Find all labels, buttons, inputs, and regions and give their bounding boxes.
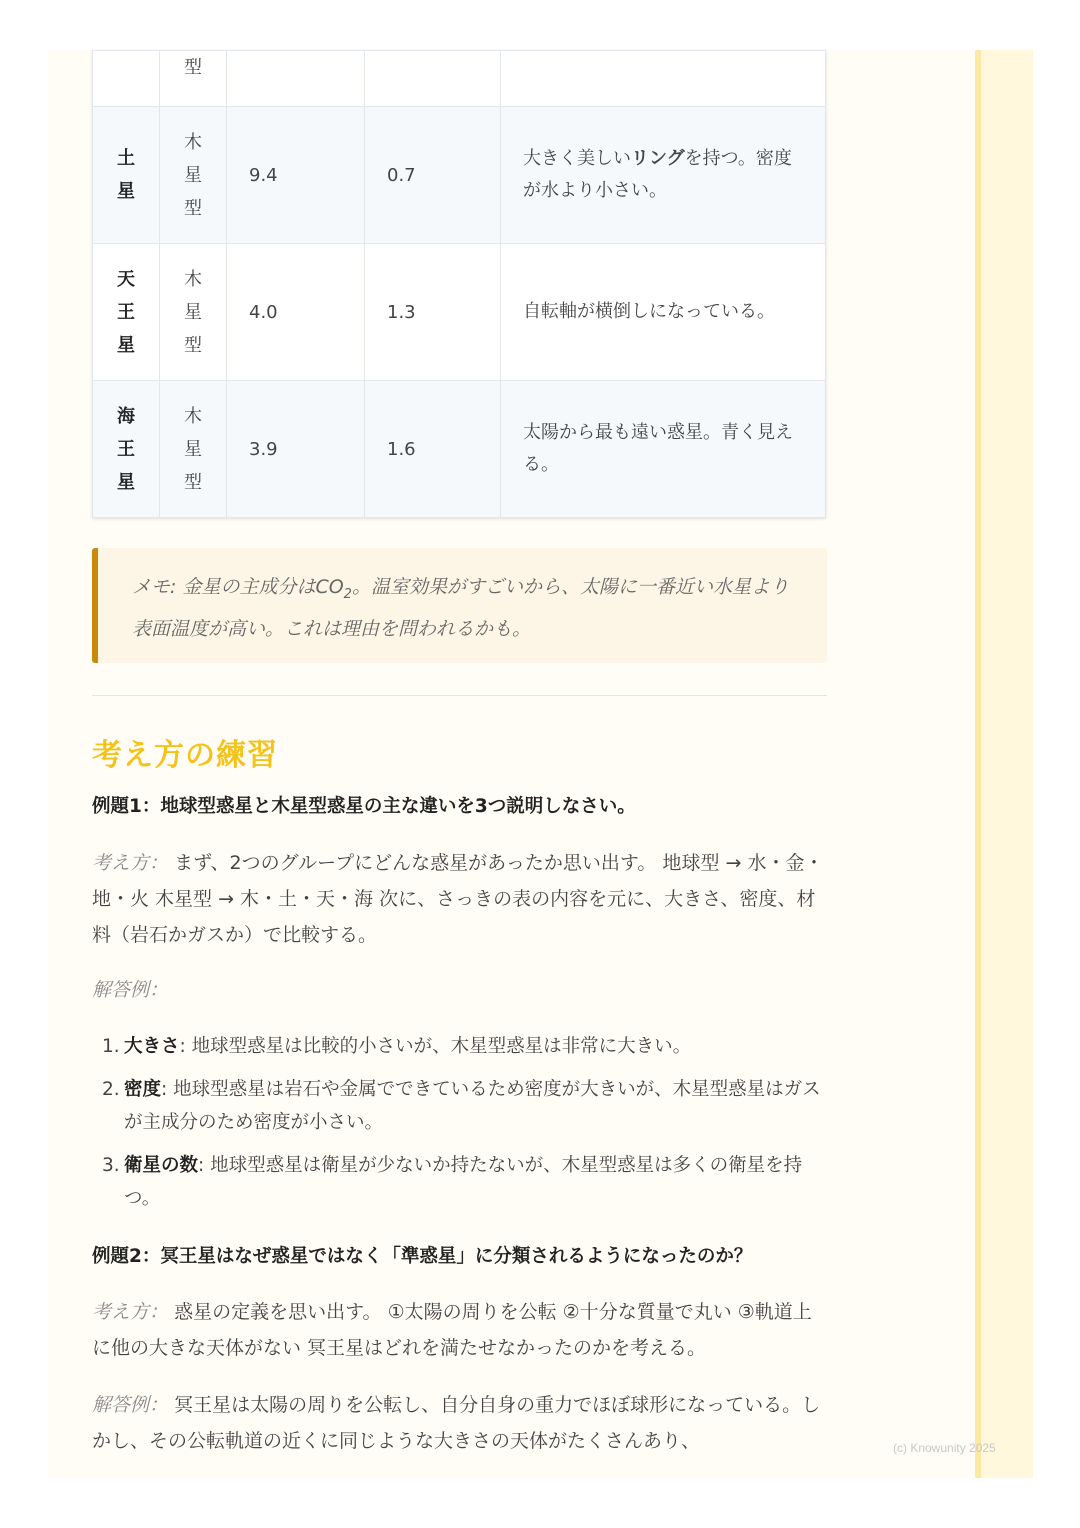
planet-value-2: 1.3 xyxy=(365,244,501,381)
list-item: 1. 大きさ: 地球型惑星は比較的小さいが、木星型惑星は非常に大きい。 xyxy=(102,1036,692,1057)
planet-name: 天王星 xyxy=(117,268,135,356)
planet-value-1: 3.9 xyxy=(227,381,365,518)
planet-table xyxy=(92,50,826,518)
memo-callout: メモ: 金星の主成分は$CO_2$。温室効果がすごいから、太陽に一番近い水星より表面温度が高い。これは理由を問われるかも。 xyxy=(92,548,827,663)
copyright-text: (c) Knowunity 2025 xyxy=(893,1441,996,1455)
planet-note: 自転軸が横倒しになっている。 xyxy=(501,244,826,381)
section-title: 考え方の練習 xyxy=(92,738,278,773)
document-content xyxy=(92,50,827,1452)
question-1-title: 例題1：地球型惑星と木星型惑星の主な違いを3つ説明しなさい。 xyxy=(92,796,636,817)
planet-name: 土星 xyxy=(117,148,135,202)
side-margin-panel xyxy=(975,50,1033,1478)
table-row xyxy=(93,381,826,518)
section-divider xyxy=(92,695,827,696)
question-2-title: 例題2：冥王星はなぜ惑星ではなく「準惑星」に分類されるようになったのか？ xyxy=(92,1246,753,1267)
planet-value-2: 0.7 xyxy=(365,107,501,244)
question-2-thinking: 考え方： 惑星の定義を思い出す。 ①太陽の周りを公転 ②十分な質量で丸い ③軌道上に他の大きな天体がない 冥王星はどれを満たせなかったのかを考える。 xyxy=(92,1301,812,1359)
answer-list xyxy=(92,1030,827,1225)
planet-value-1: 4.0 xyxy=(227,244,365,381)
question-1-thinking: 考え方： まず、2つのグループにどんな惑星があったか思い出す。 地球型 → 水・金・地・火 木星型 → 木・土・天・海 次に、さっきの表の内容を元に、大きさ、密度、材料（岩石かガスか）で比較する。 xyxy=(92,852,824,946)
planet-name: 海王星 xyxy=(117,405,135,493)
table-row-partial xyxy=(93,51,826,107)
table-row xyxy=(93,107,826,244)
planet-type: 木星型 xyxy=(184,268,202,356)
planet-type-tail: 型 xyxy=(184,57,202,78)
list-item: 3. 衛星の数: 地球型惑星は衛星が少ないか持たないが、木星型惑星は多くの衛星を持つ。 xyxy=(102,1155,803,1209)
question-2-answer: 解答例： 冥王星は太陽の周りを公転し、自分自身の重力でほぼ球形になっている。しかし、その公転軌道の近くに同じような大きさの天体がたくさんあり、 xyxy=(92,1394,821,1452)
planet-type: 木星型 xyxy=(184,405,202,493)
table-row xyxy=(93,244,826,381)
question-1-answer-label: 解答例： xyxy=(92,979,169,1001)
planet-note: 大きく美しいリングを持つ。密度が水より小さい。 xyxy=(501,107,826,244)
planet-value-2: 1.6 xyxy=(365,381,501,518)
planet-note: 太陽から最も遠い惑星。青く見える。 xyxy=(501,381,826,518)
list-item: 2. 密度: 地球型惑星は岩石や金属でできているため密度が大きいが、木星型惑星はガスが主成分のため密度が小さい。 xyxy=(102,1079,821,1133)
planet-type: 木星型 xyxy=(184,131,202,219)
planet-value-1: 9.4 xyxy=(227,107,365,244)
